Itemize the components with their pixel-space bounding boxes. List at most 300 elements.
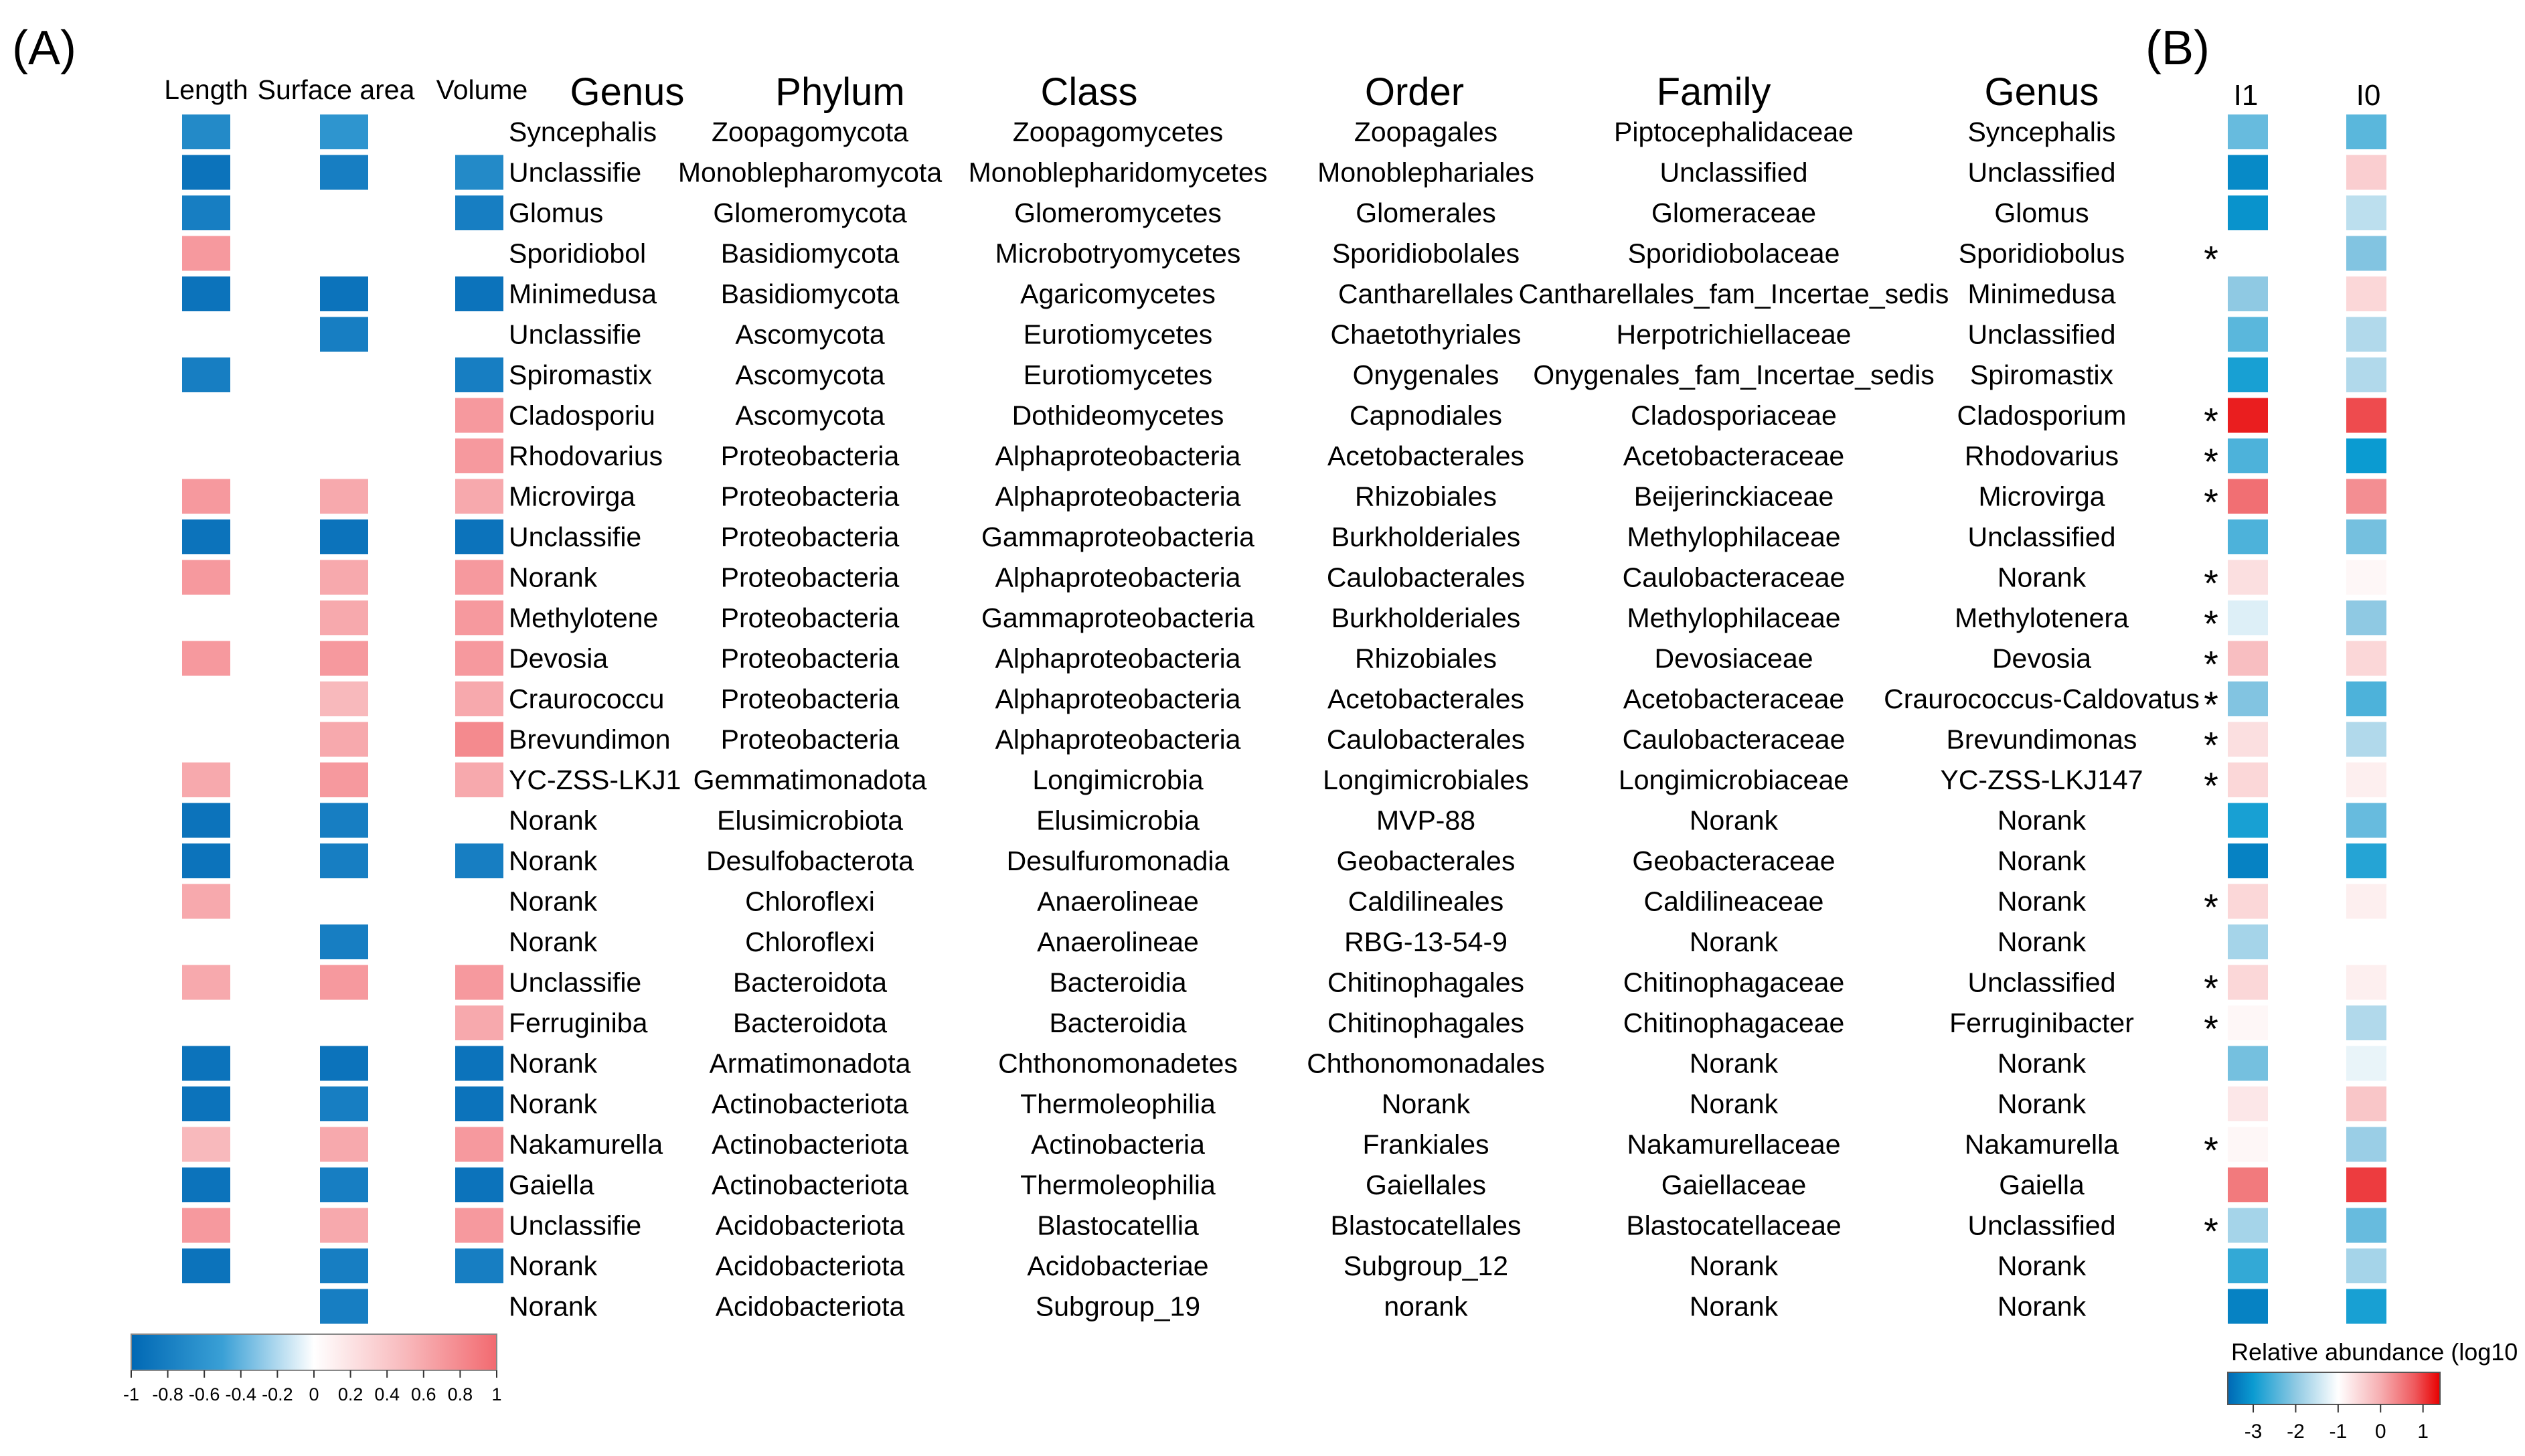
abundance-cell-i0 (2346, 479, 2386, 514)
abundance-cell-i0 (2346, 1046, 2386, 1081)
row-order: Capnodiales (1350, 400, 1502, 431)
column-header-i1: I1 (2233, 79, 2259, 112)
significance-marker: * (2204, 1129, 2218, 1171)
correlation-cell (320, 1289, 368, 1324)
row-family: Cantharellales_fam_Incertae_sedis (1518, 278, 1949, 309)
row-phylum: Actinobacteriota (711, 1088, 909, 1119)
row-genus-short: Unclassifie (509, 157, 642, 188)
row-genus-short: Microvirga (509, 481, 636, 512)
abundance-cell-i0 (2346, 357, 2386, 392)
row-genus: Ferruginibacter (1949, 1007, 2134, 1038)
row-genus-short: Devosia (509, 643, 608, 674)
row-genus-short: Norank (509, 1048, 598, 1079)
abundance-cell-i1 (2228, 1208, 2268, 1243)
row-order: Chitinophagales (1327, 1007, 1525, 1038)
row-genus: Cladosporium (1957, 400, 2127, 431)
abundance-legend-ticks (2245, 1404, 2429, 1443)
abundance-cell-i0 (2346, 438, 2386, 473)
correlation-cell (182, 641, 230, 676)
table-row (320, 722, 2386, 766)
row-class: Thermoleophilia (1020, 1169, 1216, 1200)
table-row (182, 114, 2386, 149)
row-family: Norank (1689, 1088, 1779, 1119)
row-genus-short: YC-ZSS-LKJ1 (509, 764, 681, 795)
abundance-cell-i1 (2228, 600, 2268, 635)
abundance-cell-i1 (2228, 114, 2268, 149)
correlation-color-legend (123, 1334, 502, 1404)
abundance-cell-i1 (2228, 1289, 2268, 1324)
abundance-cell-i1 (2228, 924, 2268, 959)
row-class: Bacteroidia (1049, 967, 1187, 998)
abundance-cell-i1 (2228, 519, 2268, 554)
correlation-cell (455, 155, 503, 190)
abundance-cell-i0 (2346, 195, 2386, 230)
row-genus: Syncephalis (1967, 116, 2116, 147)
header-genus-left: Genus (570, 70, 685, 114)
row-genus: Norank (1997, 926, 2087, 957)
row-class: Thermoleophilia (1020, 1088, 1216, 1119)
row-phylum: Acidobacteriota (715, 1210, 905, 1241)
row-genus-short: Craurococcu (509, 683, 665, 714)
header-class: Class (1040, 70, 1138, 114)
row-family: Herpotrichiellaceae (1616, 319, 1852, 350)
row-order: Rhizobiales (1355, 481, 1497, 512)
abundance-cell-i0 (2346, 236, 2386, 271)
row-family: Geobacteraceae (1632, 845, 1836, 876)
correlation-cell (455, 1248, 503, 1283)
correlation-legend-tick-label: 1 (491, 1384, 502, 1404)
row-order: norank (1384, 1291, 1468, 1322)
correlation-cell (320, 924, 368, 959)
row-family: Acetobacteraceae (1623, 683, 1845, 714)
row-order: Acetobacterales (1327, 683, 1525, 714)
row-order: Caldilineales (1348, 886, 1504, 917)
abundance-cell-i1 (2228, 965, 2268, 1000)
significance-marker: * (2204, 683, 2218, 726)
row-genus: Norank (1997, 1088, 2087, 1119)
correlation-cell (182, 560, 230, 595)
row-family: Norank (1689, 805, 1779, 836)
row-class: Alphaproteobacteria (995, 643, 1241, 674)
row-genus: Minimedusa (1967, 278, 2116, 309)
row-class: Gammaproteobacteria (981, 602, 1254, 633)
table-row (182, 519, 2386, 554)
correlation-cell (455, 1086, 503, 1121)
row-genus-short: Syncephalis (509, 116, 657, 147)
row-phylum: Actinobacteriota (711, 1169, 909, 1200)
abundance-cell-i0 (2346, 155, 2386, 190)
row-class: Alphaproteobacteria (995, 562, 1241, 593)
correlation-cell (455, 1046, 503, 1081)
correlation-cell (182, 357, 230, 392)
row-order: Caulobacterales (1326, 724, 1526, 755)
row-order: Sporidiobolales (1331, 238, 1520, 269)
correlation-legend-tick-label: -0.8 (152, 1384, 183, 1404)
correlation-cell (320, 843, 368, 878)
table-row (182, 641, 2386, 685)
row-class: Bacteroidia (1049, 1007, 1187, 1038)
correlation-cell (455, 722, 503, 757)
significance-marker: * (2204, 400, 2218, 442)
row-genus-short: Spiromastix (509, 359, 653, 390)
row-order: MVP-88 (1376, 805, 1476, 836)
abundance-cell-i0 (2346, 519, 2386, 554)
table-row (320, 600, 2386, 645)
row-phylum: Proteobacteria (720, 562, 900, 593)
row-phylum: Acidobacteriota (715, 1250, 905, 1281)
row-family: Chitinophagaceae (1623, 1007, 1845, 1038)
abundance-cell-i0 (2346, 1005, 2386, 1040)
correlation-cell (320, 1046, 368, 1081)
row-phylum: Bacteroidota (732, 967, 888, 998)
row-order: Burkholderiales (1331, 602, 1521, 633)
table-row (455, 438, 2386, 483)
correlation-cell (455, 1005, 503, 1040)
correlation-cell (455, 479, 503, 514)
row-family: Longimicrobiaceae (1618, 764, 1850, 795)
row-phylum: Ascomycota (735, 400, 885, 431)
row-genus-short: Unclassifie (509, 967, 642, 998)
row-genus: Norank (1997, 845, 2087, 876)
correlation-cell (455, 519, 503, 554)
row-genus-short: Sporidiobol (509, 238, 647, 269)
row-phylum: Desulfobacterota (706, 845, 914, 876)
abundance-cell-i1 (2228, 1248, 2268, 1283)
row-order: Geobacterales (1336, 845, 1516, 876)
row-class: Alphaproteobacteria (995, 440, 1241, 471)
correlation-cell (320, 722, 368, 757)
table-row (182, 1046, 2386, 1081)
row-genus: Norank (1997, 1250, 2087, 1281)
abundance-cell-i0 (2346, 1127, 2386, 1162)
correlation-cell (320, 600, 368, 635)
table-row (182, 560, 2386, 604)
row-genus-short: Ferruginiba (509, 1007, 648, 1038)
row-class: Agaricomycetes (1020, 278, 1216, 309)
row-genus-short: Norank (509, 845, 598, 876)
abundance-cell-i1 (2228, 357, 2268, 392)
row-genus-short: Norank (509, 926, 598, 957)
abundance-cell-i0 (2346, 803, 2386, 838)
table-row (455, 1005, 2386, 1050)
row-family: Norank (1689, 1250, 1779, 1281)
row-order: Chthonomonadales (1307, 1048, 1545, 1079)
correlation-cell (182, 1248, 230, 1283)
table-row (182, 1086, 2386, 1121)
table-row (182, 236, 2386, 280)
row-genus: Unclassified (1967, 157, 2116, 188)
row-genus-short: Unclassifie (509, 319, 642, 350)
row-phylum: Elusimicrobiota (717, 805, 903, 836)
row-class: Elusimicrobia (1036, 805, 1200, 836)
table-row (320, 1289, 2386, 1324)
correlation-cell (320, 114, 368, 149)
row-genus: Unclassified (1967, 521, 2116, 552)
row-genus: YC-ZSS-LKJ147 (1940, 764, 2143, 795)
row-phylum: Basidiomycota (720, 278, 900, 309)
correlation-cell (182, 276, 230, 311)
correlation-cell (455, 762, 503, 797)
abundance-cell-i1 (2228, 803, 2268, 838)
correlation-legend-tick-label: -0.4 (225, 1384, 257, 1404)
row-genus: Microvirga (1978, 481, 2105, 512)
row-class: Actinobacteria (1031, 1129, 1205, 1160)
row-genus-short: Gaiella (509, 1169, 594, 1200)
abundance-cell-i1 (2228, 762, 2268, 797)
row-genus: Gaiella (1999, 1169, 2085, 1200)
row-genus: Methylotenera (1955, 602, 2129, 633)
row-family: Norank (1689, 1048, 1779, 1079)
abundance-cell-i0 (2346, 965, 2386, 1000)
row-order: Glomerales (1356, 197, 1496, 228)
correlation-cell (182, 479, 230, 514)
correlation-cell (320, 681, 368, 716)
row-order: Gaiellales (1365, 1169, 1487, 1200)
significance-marker: * (2204, 562, 2218, 604)
correlation-legend-tick-label: -1 (123, 1384, 140, 1404)
row-order: RBG-13-54-9 (1344, 926, 1508, 957)
row-genus-short: Glomus (509, 197, 604, 228)
correlation-cell (320, 1086, 368, 1121)
correlation-cell (320, 1248, 368, 1283)
row-genus-short: Brevundimon (509, 724, 671, 755)
row-phylum: Basidiomycota (720, 238, 900, 269)
abundance-cell-i1 (2228, 1086, 2268, 1121)
table-row (182, 803, 2386, 838)
row-family: Piptocephalidaceae (1614, 116, 1854, 147)
column-header-i0: I0 (2356, 79, 2381, 112)
row-family: Glomeraceae (1651, 197, 1817, 228)
row-order: Acetobacterales (1327, 440, 1525, 471)
row-order: Onygenales (1352, 359, 1499, 390)
correlation-cell (182, 965, 230, 1000)
row-phylum: Monoblepharomycota (677, 157, 943, 188)
abundance-legend-tick-label: -1 (2329, 1421, 2348, 1443)
header-family: Family (1656, 70, 1771, 114)
abundance-cell-i1 (2228, 479, 2268, 514)
row-order: Chaetothyriales (1330, 319, 1522, 350)
abundance-legend-tick-label: -2 (2287, 1421, 2305, 1443)
row-genus: Norank (1997, 886, 2087, 917)
row-genus: Brevundimonas (1946, 724, 2137, 755)
row-class: Subgroup_19 (1035, 1291, 1201, 1322)
correlation-cell (320, 965, 368, 1000)
row-phylum: Proteobacteria (720, 683, 900, 714)
abundance-cell-i0 (2346, 1086, 2386, 1121)
correlation-legend-ticks (123, 1370, 502, 1404)
correlation-cell (320, 479, 368, 514)
row-phylum: Armatimonadota (709, 1048, 911, 1079)
abundance-cell-i1 (2228, 884, 2268, 919)
table-row (182, 843, 2386, 878)
abundance-cell-i1 (2228, 1127, 2268, 1162)
correlation-cell (182, 843, 230, 878)
row-family: Sporidiobolaceae (1627, 238, 1840, 269)
correlation-cell (455, 357, 503, 392)
row-genus: Norank (1997, 562, 2087, 593)
correlation-cell (182, 236, 230, 271)
abundance-cell-i0 (2346, 722, 2386, 757)
row-genus: Unclassified (1967, 967, 2116, 998)
correlation-legend-tick-label: -0.2 (262, 1384, 293, 1404)
row-order: Longimicrobiales (1323, 764, 1529, 795)
abundance-cell-i0 (2346, 398, 2386, 433)
row-genus: Norank (1997, 1048, 2087, 1079)
abundance-cell-i1 (2228, 317, 2268, 352)
correlation-cell (320, 1167, 368, 1202)
heatmap-rows (182, 114, 2386, 1324)
abundance-cell-i0 (2346, 600, 2386, 635)
row-phylum: Proteobacteria (720, 481, 900, 512)
row-genus: Devosia (1991, 643, 2092, 674)
table-row (182, 276, 2386, 311)
row-phylum: Ascomycota (735, 359, 885, 390)
row-genus: Nakamurella (1964, 1129, 2119, 1160)
row-family: Beijerinckiaceae (1633, 481, 1834, 512)
table-row (182, 884, 2386, 928)
row-genus-short: Unclassifie (509, 1210, 642, 1241)
abundance-cell-i1 (2228, 560, 2268, 595)
abundance-cell-i1 (2228, 843, 2268, 878)
abundance-cell-i0 (2346, 641, 2386, 676)
correlation-cell (182, 1086, 230, 1121)
row-genus: Unclassified (1967, 1210, 2116, 1241)
abundance-legend-tick-label: 0 (2374, 1421, 2386, 1443)
header-order: Order (1364, 70, 1465, 114)
row-phylum: Actinobacteriota (711, 1129, 909, 1160)
significance-marker: * (2204, 764, 2218, 807)
row-class: Alphaproteobacteria (995, 481, 1241, 512)
correlation-legend-tick-label: 0.6 (411, 1384, 436, 1404)
row-genus-short: Norank (509, 805, 598, 836)
correlation-cell (182, 884, 230, 919)
abundance-cell-i1 (2228, 155, 2268, 190)
row-genus-short: Norank (509, 1088, 598, 1119)
correlation-cell (320, 641, 368, 676)
row-class: Alphaproteobacteria (995, 724, 1241, 755)
row-order: Burkholderiales (1331, 521, 1521, 552)
table-row (182, 479, 2386, 523)
row-phylum: Glomeromycota (713, 197, 907, 228)
significance-marker: * (2204, 967, 2218, 1009)
correlation-cell (455, 965, 503, 1000)
row-genus: Unclassified (1967, 319, 2116, 350)
row-family: Caulobacteraceae (1622, 562, 1846, 593)
row-order: Zoopagales (1354, 116, 1498, 147)
correlation-cell (182, 519, 230, 554)
correlation-cell (455, 195, 503, 230)
row-class: Anaerolineae (1037, 926, 1199, 957)
table-row (182, 1208, 2386, 1252)
abundance-cell-i0 (2346, 560, 2386, 595)
abundance-cell-i0 (2346, 114, 2386, 149)
abundance-cell-i0 (2346, 681, 2386, 716)
abundance-cell-i1 (2228, 1167, 2268, 1202)
abundance-cell-i0 (2346, 1208, 2386, 1243)
row-genus: Rhodovarius (1964, 440, 2119, 471)
column-header-length: Length (164, 74, 248, 105)
abundance-cell-i1 (2228, 681, 2268, 716)
correlation-cell (182, 1208, 230, 1243)
abundance-cell-i0 (2346, 1289, 2386, 1324)
row-class: Monoblepharidomycetes (968, 157, 1268, 188)
row-phylum: Zoopagomycota (711, 116, 909, 147)
correlation-cell (182, 195, 230, 230)
row-genus-short: Norank (509, 562, 598, 593)
correlation-legend-tick-label: 0.8 (447, 1384, 473, 1404)
correlation-legend-tick-label: 0.4 (374, 1384, 400, 1404)
correlation-cell (320, 317, 368, 352)
row-phylum: Proteobacteria (720, 724, 900, 755)
row-class: Eurotiomycetes (1023, 319, 1213, 350)
table-row (182, 1167, 2386, 1202)
row-class: Gammaproteobacteria (981, 521, 1254, 552)
correlation-cell (455, 843, 503, 878)
abundance-legend-title: Relative abundance (log10 (2231, 1338, 2518, 1366)
row-order: Monoblephariales (1317, 157, 1534, 188)
correlation-cell (182, 1127, 230, 1162)
significance-marker: * (2204, 1007, 2218, 1050)
significance-marker: * (2204, 643, 2218, 685)
row-class: Zoopagomycetes (1012, 116, 1224, 147)
correlation-legend-tick-label: -0.6 (188, 1384, 220, 1404)
row-order: Subgroup_12 (1343, 1250, 1509, 1281)
row-phylum: Chloroflexi (745, 926, 875, 957)
row-order: Frankiales (1362, 1129, 1489, 1160)
row-class: Dothideomycetes (1011, 400, 1224, 431)
correlation-cell (320, 1208, 368, 1243)
correlation-cell (320, 762, 368, 797)
row-genus: Craurococcus-Caldovatus (1884, 683, 2200, 714)
row-family: Chitinophagaceae (1623, 967, 1845, 998)
table-row (182, 965, 2386, 1009)
correlation-cell (320, 276, 368, 311)
abundance-cell-i0 (2346, 1248, 2386, 1283)
correlation-cell (455, 1208, 503, 1243)
abundance-color-legend (2228, 1338, 2518, 1443)
correlation-cell (455, 681, 503, 716)
abundance-cell-i0 (2346, 843, 2386, 878)
row-order: Blastocatellales (1330, 1210, 1522, 1241)
header-genus-right: Genus (1984, 70, 2099, 114)
abundance-cell-i1 (2228, 641, 2268, 676)
row-family: Gaiellaceae (1661, 1169, 1807, 1200)
abundance-cell-i0 (2346, 276, 2386, 311)
correlation-cell (320, 155, 368, 190)
abundance-legend-tick-label: 1 (2417, 1421, 2429, 1443)
table-row (182, 762, 2386, 807)
correlation-cell (182, 803, 230, 838)
correlation-cell (455, 398, 503, 433)
row-family: Unclassified (1659, 157, 1808, 188)
row-genus: Norank (1997, 805, 2087, 836)
row-class: Acidobacteriae (1027, 1250, 1209, 1281)
row-order: Norank (1381, 1088, 1471, 1119)
row-phylum: Acidobacteriota (715, 1291, 905, 1322)
significance-marker: * (2204, 238, 2218, 280)
row-genus-short: Norank (509, 1291, 598, 1322)
header-phylum: Phylum (775, 70, 905, 114)
correlation-cell (455, 438, 503, 473)
correlation-cell (455, 600, 503, 635)
row-genus: Sporidiobolus (1958, 238, 2125, 269)
table-row (320, 681, 2386, 726)
row-phylum: Chloroflexi (745, 886, 875, 917)
row-family: Acetobacteraceae (1623, 440, 1845, 471)
correlation-cell (455, 641, 503, 676)
column-header-surface-area: Surface area (257, 74, 415, 105)
row-class: Desulfuromonadia (1006, 845, 1230, 876)
